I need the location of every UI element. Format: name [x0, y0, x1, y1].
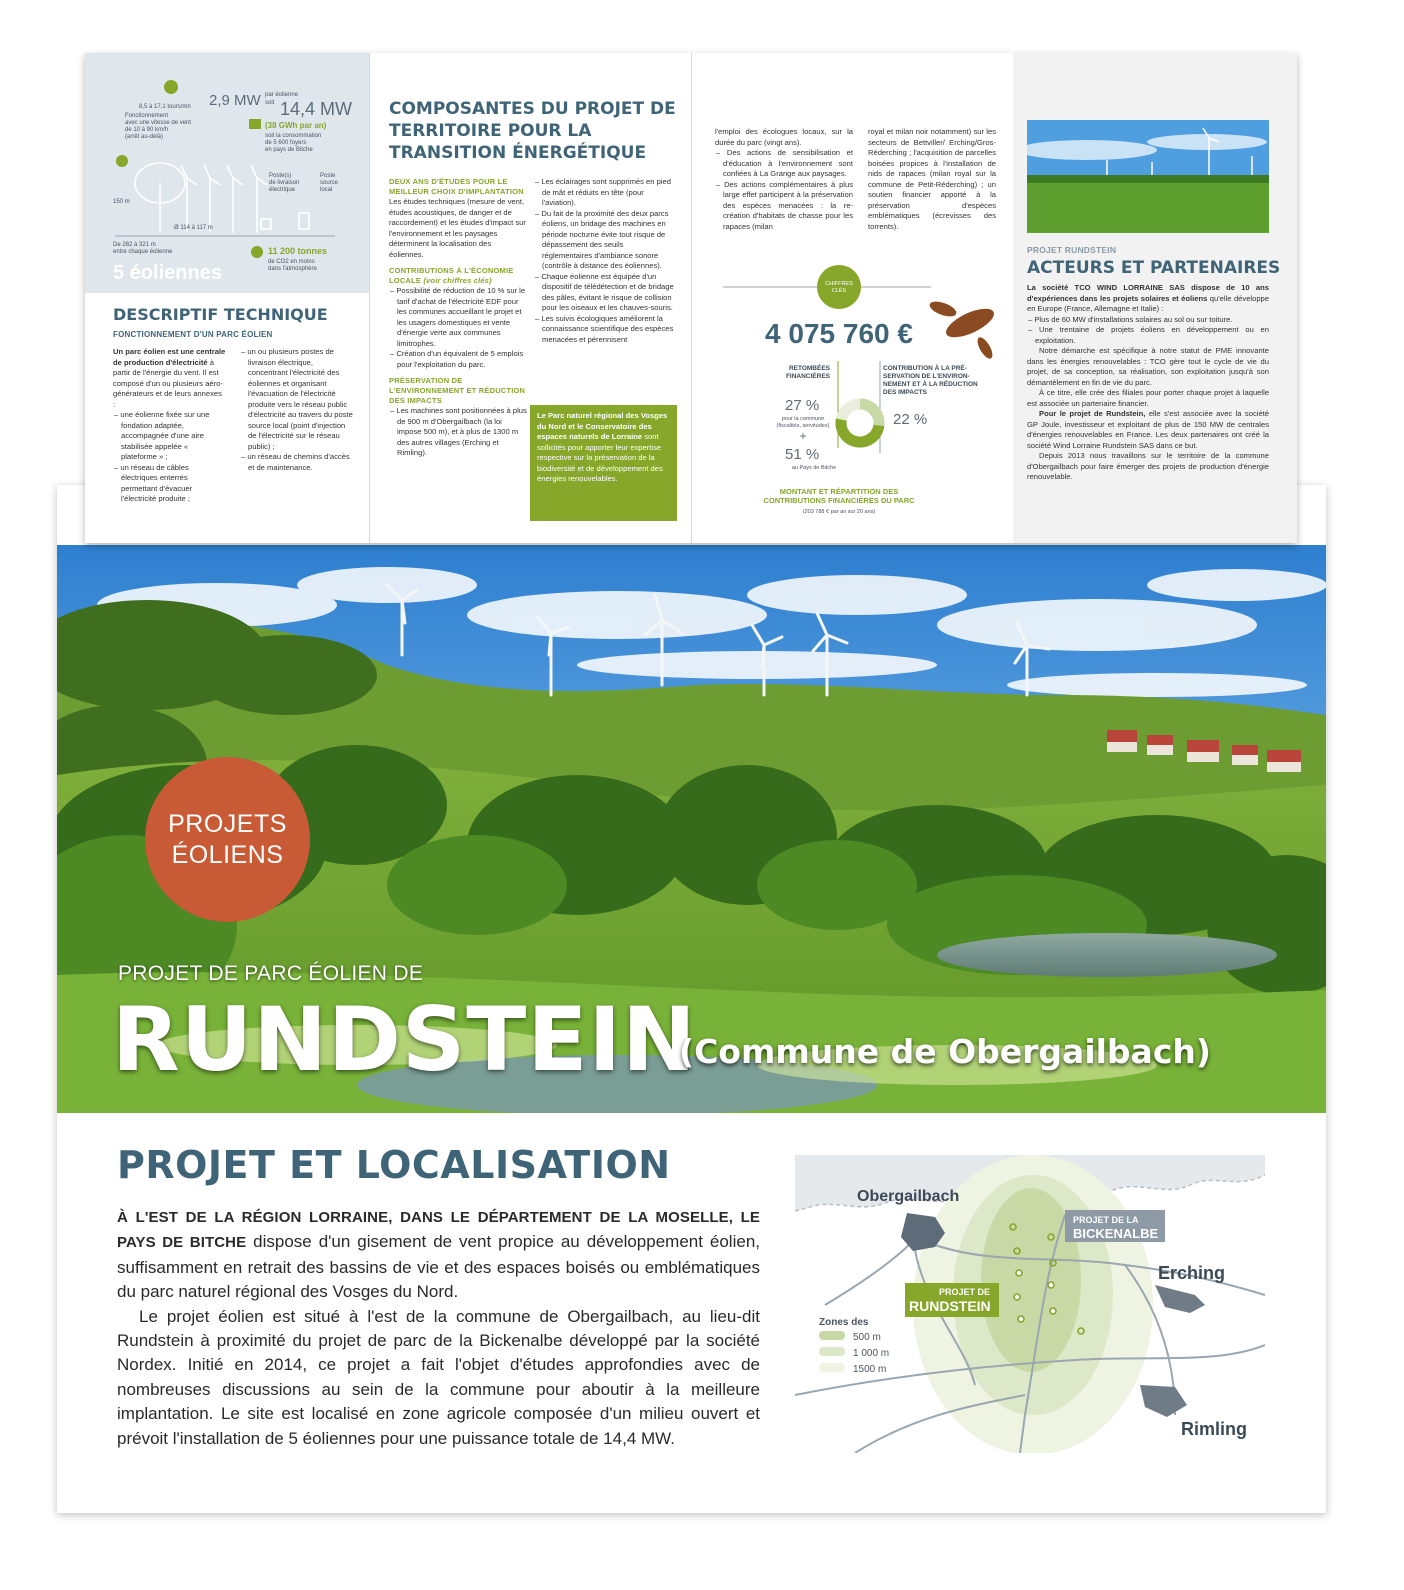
acteurs-p4: elle s'est associée avec la société GP Joule, investisseur et exploitant de plus de 150 MW de centrales d'énergies renouvelables en France. Les deux partenaires ont créé la société Wind Lorraine Rundstein SAS dans ce but.	[1027, 409, 1269, 450]
chiffres-item: – Des actions complémentaires à plus large effet participent à la préservation des espèces menacées : la re-création d'habitats de chasse pour les rapaces (milan	[723, 180, 853, 233]
acteurs-lead: La société TCO WIND LORRAINE SAS dispose de 10 ans d'expériences dans les projets solaires et éoliens	[1027, 283, 1269, 303]
svg-text:avec une vitesse de vent: avec une vitesse de vent	[125, 120, 192, 126]
svg-text:Poste: Poste	[320, 173, 336, 179]
height-label: 150 m	[113, 199, 130, 205]
pct-pays-label: au Pays de Bitche	[791, 465, 837, 471]
infographic-panel	[85, 53, 369, 293]
power-total: 14,4 MW	[280, 99, 353, 119]
descriptif-lead: Un parc éolien est une centrale de production d'électricité	[113, 347, 226, 367]
descriptif-item: – un réseau de câbles électriques enterrés permettant d'évacuer l'électricité produite ;	[121, 463, 226, 505]
composantes-item: – Chaque éolienne est équipée d'un dispositif de télédétection et de bridage des pâles, évitant le risque de collision pour les oiseaux et les chauves-souris.	[542, 272, 675, 314]
acteurs-p1: qu'elle développe en Europe (France, Allemagne et Italie) :	[1027, 293, 1270, 313]
partners-box-text: sont sollicités pour apporter leur expertise respective sur la préservation de la biodiversité et de développement des énergies renouvelables.	[537, 432, 663, 483]
sec2-item: – Possibilité de réduction de 10 % sur le tarif d'achat de l'électricité EDF pour les communes accueillant le projet et les usagers domestiques et vente d'énergie verte aux communes limitrophes.	[397, 286, 527, 349]
svg-text:Poste(s): Poste(s)	[269, 173, 292, 179]
svg-text:(arrêt au-delà): (arrêt au-delà)	[125, 134, 164, 140]
acteurs-body	[1027, 283, 1269, 483]
composantes-col1	[389, 177, 527, 459]
descriptif-item: – un ou plusieurs postes de livraison électrique, concentrant l'électricité des éoliennes et organisant l'évacuation de l'électricité produite vers le réseau public d'électricité au travers du poste source local (point d'injection de l'électricité sur le réseau public) ;	[248, 347, 353, 452]
composantes-title: COMPOSANTES DU PROJET DE TERRITOIRE POUR LA TRANSITION ÉNERGÉTIQUE	[389, 99, 676, 163]
descriptif-item: – un réseau de chemins d'accès et de maintenance.	[248, 452, 353, 473]
co2-value: 11 200 tonnes	[268, 246, 328, 256]
map-rundstein-label-1: PROJET DE	[939, 1287, 991, 1297]
svg-text:CONTRIBUTIONS FINANCIÈRES DU P: CONTRIBUTIONS FINANCIÈRES DU PARC	[763, 496, 915, 505]
localisation-lead: À L'EST DE LA RÉGION LORRAINE, DANS LE DÉPARTEMENT DE LA MOSELLE, LE PAYS DE BITCHE	[117, 1209, 760, 1252]
pct-commune: 27 %	[785, 397, 820, 414]
brochure-spread	[85, 53, 1297, 543]
donut-slice-0	[860, 404, 879, 425]
acteurs-p2: Notre démarche est spécifique à notre statut de PME innovante dans les énergies renouvelables : TCO gère tout le cycle de vie du projet, de sa conception, sa réalisation, son exploitation jusqu'à son démantèlement en fin de vie du parc.	[1027, 346, 1269, 387]
total-amount: 4 075 760 €	[765, 318, 913, 349]
pct-env: 22 %	[893, 411, 928, 428]
composantes-item: – Du fait de la proximité des deux parcs éoliens, un bridage des machines en période nocturne évite tout risque de dépassement des seuils réglementaires d'ambiance sonore (contrôle à distance des éoliennes).	[542, 209, 675, 272]
svg-text:de livraison: de livraison	[269, 180, 300, 186]
sec1-text: Les études techniques (mesure de vent, études acoustiques, de danger et de raccordement) et les études d'impact sur l'environnement et les paysages déterminent la localisation des éoliennes.	[389, 197, 526, 259]
svg-text:source: source	[320, 180, 339, 186]
hero-subtitle: (Commune de Obergailbach)	[679, 1032, 1211, 1071]
map-legend-title: Zones des	[819, 1317, 869, 1328]
per-turbine: par éolienne	[265, 92, 299, 98]
hero-kicker: PROJET DE PARC ÉOLIEN DE	[118, 962, 424, 985]
composantes-col2	[534, 177, 675, 345]
sec2-title: CONTRIBUTIONS À L'ÉCONOMIE LOCALE	[389, 266, 514, 285]
localisation-p2: Le projet éolien est situé à l'est de la commune de Obergailbach, au lieu-dit Rundstein à proximité du projet de parc de la Bickenalbe développé par la société Nordex. Initié en 2014, ce projet a fait l'objet d'études approfondies avec de nombreuses discussions au sein de la commune pour aboutir à la meilleure implantation. Le site est localisé en zone agricole composée d'un milieu ouvert et prévoit l'installation de 5 éoliennes pour une puissance totale de 14,4 MW.	[117, 1306, 760, 1448]
energy-value: (38 GWh par an)	[265, 121, 327, 130]
acteurs-panel	[1013, 53, 1297, 543]
svg-text:CONTRIBUTION À LA PRÉ-: CONTRIBUTION À LA PRÉ-	[883, 365, 967, 372]
legend-1000: 1 000 m	[853, 1348, 890, 1359]
crayfish-icon	[928, 299, 998, 361]
acteurs-p5: Depuis 2013 nous travaillons sur le territoire de la commune d'Obergailbach pour faire émerger des projets de production d'énergie renouvelable.	[1027, 451, 1269, 481]
contribution-donut	[841, 404, 879, 442]
descriptif-col2	[240, 347, 353, 473]
chiffres-cles-badge	[817, 265, 861, 309]
localisation-title: PROJET ET LOCALISATION	[117, 1143, 671, 1187]
badge-line-1: PROJETS	[168, 809, 287, 838]
soit-label: soit	[265, 100, 275, 106]
wind-farm-photo	[1027, 120, 1269, 233]
projets-eoliens-badge	[145, 757, 310, 922]
partners-box	[530, 405, 677, 521]
acteurs-item: – Plus de 60 MW d'installations solaires au sol ou sur toiture.	[1035, 315, 1269, 326]
chiffres-col1	[715, 127, 853, 232]
hero-title: RUNDSTEIN	[112, 988, 697, 1091]
svg-text:SERVATION DE L'ENVIRON-: SERVATION DE L'ENVIRON-	[883, 373, 970, 380]
power-unit: 2,9 MW	[209, 92, 261, 109]
diameter-label: Ø 114 à 117 m	[174, 225, 213, 231]
svg-text:de 5 600 foyers: de 5 600 foyers	[265, 140, 307, 146]
chiffres-col2: royal et milan noir notamment) sur les secteurs de Bettviller/ Erching/Gros-Réderching ; l'acquisition de parcelles boisées propices à l'installation de nids de rapaces (milan royal sur la commune de Petit-Réderching) ; un soutien financier apporté à la préservation d'espèces emblématiques (écrevisses des torrents).	[868, 127, 996, 231]
map-bickenalbe-label-1: PROJET DE LA	[1073, 1215, 1139, 1225]
svg-text:DES IMPACTS: DES IMPACTS	[883, 389, 927, 396]
rotation-icon	[164, 80, 178, 94]
acteurs-title: ACTEURS ET PARTENAIRES	[1027, 258, 1281, 278]
descriptif-col1	[113, 347, 226, 505]
map-rundstein-label-2: RUNDSTEIN	[909, 1298, 991, 1314]
composantes-item: – Les suivis écologiques améliorent la connaissance scientifique des espèces menacées et pérennisent	[542, 314, 675, 346]
sec1-title: DEUX ANS D'ÉTUDES POUR LE MEILLEUR CHOIX D'IMPLANTATION	[389, 177, 524, 196]
rotation-label: 8,5 à 17,1 tours/mn	[139, 104, 191, 110]
svg-text:NEMENT ET À LA RÉDUCTION: NEMENT ET À LA RÉDUCTION	[883, 381, 978, 388]
fold-line	[369, 53, 370, 543]
donut-slice-2	[841, 404, 860, 419]
plus-sign: +	[799, 429, 807, 443]
svg-text:dans l'atmosphère: dans l'atmosphère	[268, 266, 317, 272]
descriptif-item: – une éolienne fixée sur une fondation adaptée, accompagnée d'une aire stabilisée appelée « plateforme » ;	[121, 410, 226, 463]
map-bickenalbe-label-2: BICKENALBE	[1073, 1226, 1159, 1241]
pct-pays: 51 %	[785, 446, 820, 463]
chiffres-cles-infographic	[715, 253, 1013, 543]
localisation-p1: dispose d'un gisement de vent propice au développement éolien, suffisamment en retrait des bassins de vie et des espaces boisés ou emblématiques du parc naturel régional des Vosges du Nord.	[117, 1232, 760, 1302]
svg-text:FINANCIÈRES: FINANCIÈRES	[785, 373, 830, 380]
battery-icon	[249, 119, 261, 129]
svg-text:pour la commune: pour la commune	[781, 416, 825, 422]
map-town-obergailbach: Obergailbach	[857, 1188, 960, 1205]
partners-box-lead: Le Parc naturel régional des Vosges du Nord et le Conservatoire des espaces naturels de Lorraine	[537, 411, 668, 441]
sec2-note: (voir chiffres clés)	[423, 276, 492, 285]
chiffres-col1-text: l'emploi des écologues locaux, sur la durée du parc (vingt ans).	[715, 127, 853, 147]
svg-text:RETOMBÉES: RETOMBÉES	[788, 365, 830, 372]
chiffres-item: – Des actions de sensibilisation et d'éducation à l'environnement sont confiées à La Grange aux paysages.	[723, 148, 853, 180]
svg-text:en pays de Bitche: en pays de Bitche	[265, 147, 313, 153]
svg-text:soit la consommation: soit la consommation	[265, 133, 322, 139]
wind-icon	[116, 155, 128, 167]
descriptif-title: DESCRIPTIF TECHNIQUE	[113, 305, 328, 324]
legend-500: 500 m	[853, 1332, 881, 1343]
svg-text:MONTANT ET RÉPARTITION DES: MONTANT ET RÉPARTITION DES	[779, 487, 899, 496]
legend-swatch-500	[819, 1331, 845, 1340]
svg-text:(fiscalités, servitudes): (fiscalités, servitudes)	[776, 423, 830, 429]
caption-sub: (203 788 € par an sur 20 ans)	[802, 509, 876, 515]
fold-line	[691, 53, 692, 543]
map-town-erching: Erching	[1158, 1263, 1226, 1283]
svg-text:électrique: électrique	[269, 187, 296, 193]
svg-text:local: local	[320, 187, 333, 193]
legend-swatch-1000	[819, 1347, 845, 1356]
acteurs-item: – Une trentaine de projets éoliens en développement ou en exploitation.	[1035, 325, 1269, 346]
svg-text:de 10 à 90 km/h: de 10 à 90 km/h	[125, 127, 169, 133]
descriptif-subtitle: FONCTIONNEMENT D'UN PARC ÉOLIEN	[113, 330, 273, 339]
donut-slice-1	[841, 419, 879, 442]
acteurs-p4-lead: Pour le projet de Rundstein,	[1039, 409, 1146, 418]
svg-text:CLÉS: CLÉS	[831, 288, 847, 294]
acteurs-kicker: PROJET RUNDSTEIN	[1027, 245, 1117, 255]
location-map	[795, 1155, 1265, 1453]
turbine-infographic	[85, 53, 369, 293]
svg-text:Fonctionnement: Fonctionnement	[125, 113, 169, 119]
descriptif-text: à partir de l'énergie du vent. Il est composé d'un ou plusieurs aéro-générateurs et de leurs annexes :	[113, 357, 223, 409]
acteurs-p3: À ce titre, elle crée des filiales pour porter chaque projet à laquelle est associée un partenaire financier.	[1027, 388, 1269, 408]
legend-swatch-1500	[819, 1363, 845, 1372]
legend-1500: 1500 m	[853, 1364, 887, 1375]
badge-line-2: ÉOLIENS	[171, 840, 284, 869]
sec2-item: – Création d'un équivalent de 5 emplois pour l'exploitation du parc.	[397, 349, 527, 370]
sec3-title: PRÉSERVATION DE L'ENVIRONNEMENT ET RÉDUCTION DES IMPACTS	[389, 376, 526, 405]
co2-icon	[251, 246, 263, 258]
map-town-rimling: Rimling	[1181, 1419, 1247, 1439]
svg-text:De 282 à 321 m: De 282 à 321 m	[113, 242, 156, 248]
svg-text:entre chaque éolienne: entre chaque éolienne	[113, 249, 173, 255]
svg-text:de CO2 en moins: de CO2 en moins	[268, 259, 315, 265]
sec3-item: – Les machines sont positionnées à plus de 900 m d'Obergailbach (la loi impose 500 m), et à plus de 1300 m des autres villages (Erching et Rimling).	[397, 406, 527, 459]
turbine-count: 5 éoliennes	[113, 262, 222, 284]
localisation-body	[117, 1205, 760, 1451]
svg-text:CHIFFRES: CHIFFRES	[825, 281, 853, 287]
composantes-item: – Les éclairages sont supprimés en pied de mât et réduits en tête (pour l'aviation).	[542, 177, 675, 209]
